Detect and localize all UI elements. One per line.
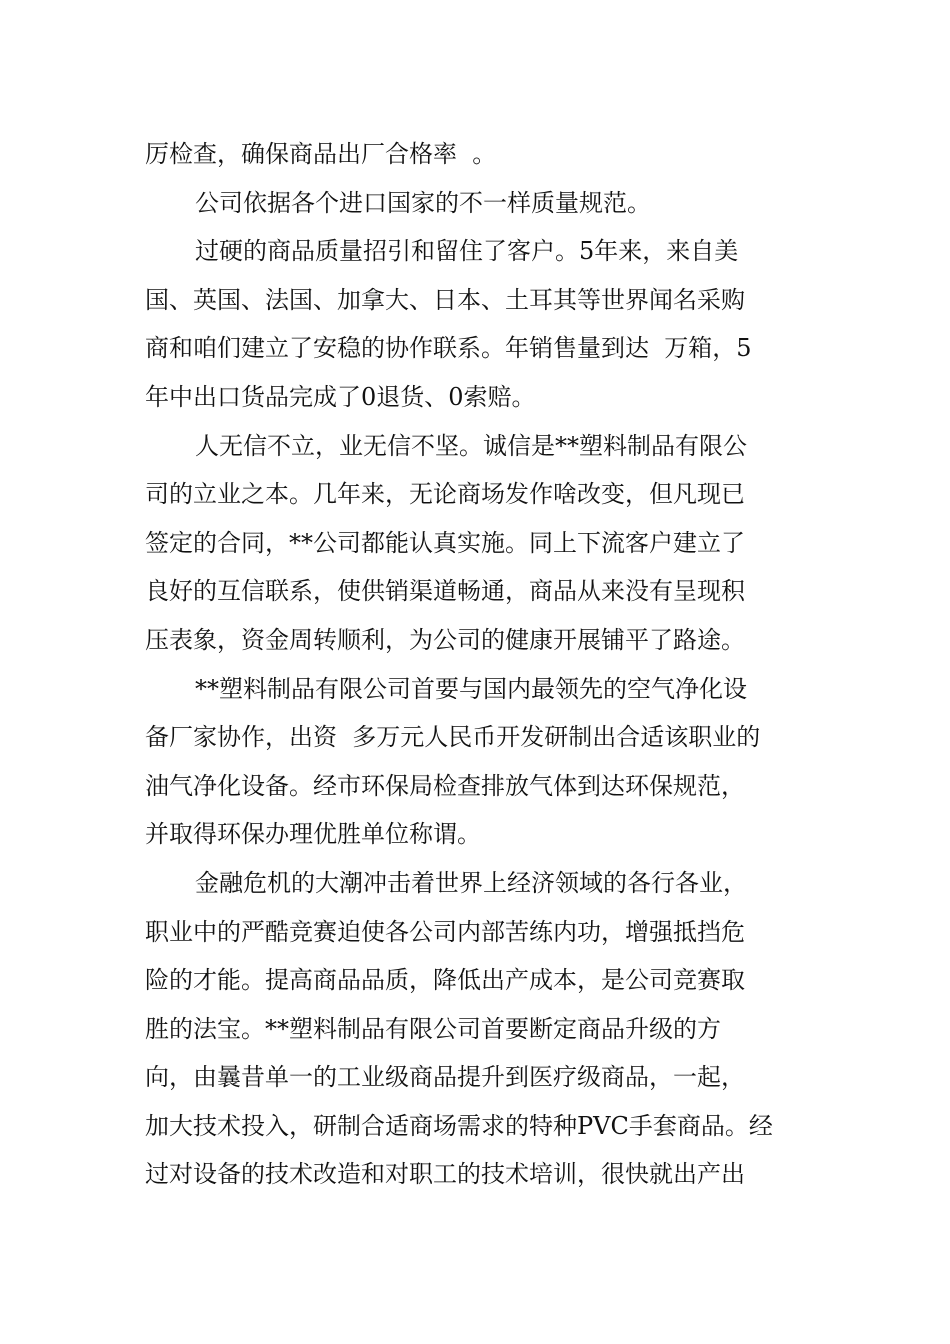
text-line: 压表象，资金周转顺利，为公司的健康开展铺平了路途。 bbox=[145, 625, 745, 654]
text-line: 金融危机的大潮冲击着世界上经济领域的各行各业， bbox=[195, 868, 747, 897]
text-line: 厉检查，确保商品出厂合格率 。 bbox=[145, 140, 497, 168]
text-line: 险的才能。提高商品品质，降低出产成本，是公司竞赛取 bbox=[145, 966, 745, 995]
text-line: 人无信不立，业无信不坚。诚信是**塑料制品有限公 bbox=[195, 431, 747, 460]
text-line: 油气净化设备。经市环保局检查排放气体到达环保规范， bbox=[145, 771, 745, 800]
text-line: 胜的法宝。**塑料制品有限公司首要断定商品升级的方 bbox=[145, 1014, 721, 1043]
text-line: 公司依据各个进口国家的不一样质量规范。 bbox=[195, 188, 651, 217]
text-line: 职业中的严酷竞赛迫使各公司内部苦练内功，增强抵挡危 bbox=[145, 917, 745, 946]
text-line: **塑料制品有限公司首要与国内最领先的空气净化设 bbox=[195, 674, 747, 703]
text-line: 司的立业之本。几年来，无论商场发作啥改变，但凡现已 bbox=[145, 480, 745, 509]
text-line: 国、英国、法国、加拿大、日本、土耳其等世界闻名采购 bbox=[145, 285, 745, 314]
text-line: 过硬的商品质量招引和留住了客户。5年来，来自美 bbox=[195, 237, 739, 266]
text-line: 年中出口货品完成了0退货、0索赔。 bbox=[145, 382, 536, 411]
text-line: 向，由曩昔单一的工业级商品提升到医疗级商品，一起， bbox=[145, 1063, 745, 1092]
text-line: 商和咱们建立了安稳的协作联系。年销售量到达 万箱，5 bbox=[145, 334, 752, 363]
text-line: 并取得环保办理优胜单位称谓。 bbox=[145, 820, 481, 849]
document-body bbox=[145, 130, 825, 1199]
text-line: 备厂家协作，出资 多万元人民币开发研制出合适该职业的 bbox=[145, 723, 761, 752]
text-line: 加大技术投入，研制合适商场需求的特种PVC手套商品。经 bbox=[145, 1111, 773, 1140]
text-line: 过对设备的技术改造和对职工的技术培训，很快就出产出 bbox=[145, 1160, 745, 1189]
text-line: 签定的合同，**公司都能认真实施。同上下流客户建立了 bbox=[145, 528, 745, 557]
text-line: 良好的互信联系，使供销渠道畅通，商品从来没有呈现积 bbox=[145, 577, 745, 606]
